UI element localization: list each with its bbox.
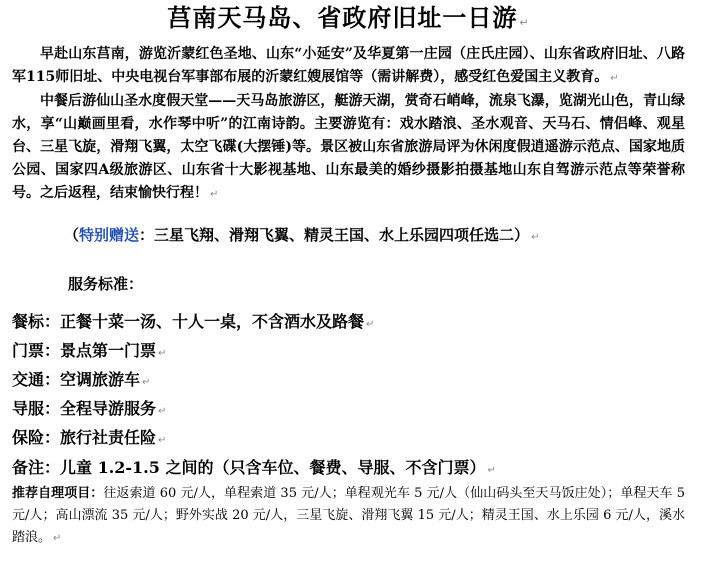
special-gift-content: 三星飞翔、滑翔飞翼、精灵王国、水上乐园四项任选二） xyxy=(154,226,530,244)
service-item-meal xyxy=(12,309,685,338)
recommended-extras xyxy=(12,483,685,550)
service-list xyxy=(12,309,685,454)
service-item-insurance xyxy=(12,425,685,454)
service-label: 餐标： xyxy=(12,312,61,331)
title-text: 莒南天马岛、省政府旧址一日游 xyxy=(167,3,518,32)
gift-open-paren: （ xyxy=(64,226,80,244)
recommended-extras-label: 推荐自理项目： xyxy=(12,486,104,501)
paragraph-mark-icon: ↵ xyxy=(366,319,375,330)
service-value: 景点第一门票 xyxy=(60,341,157,360)
intro-paragraph-text: 早赴山东莒南，游览沂蒙红色圣地、山东“小延安”及华夏第一庄园（庄氏庄园）、山东省政府旧址、八路军115师旧址、中央电视台军事部布展的沂蒙红嫂展馆等（需讲解费），感受红色爱国主义教育。 xyxy=(12,46,685,85)
special-gift-line xyxy=(12,224,685,249)
service-item-guide xyxy=(12,396,685,425)
children-note-text: 备注：儿童 1.2-1.5 之间的（只含车位、餐费、导服、不含门票） xyxy=(12,458,486,477)
paragraph-mark-icon: ↵ xyxy=(210,189,219,200)
afternoon-paragraph-text: 中餐后游仙山圣水度假天堂——天马岛旅游区，艇游天湖，赏奇石峭峰，流泉飞瀑，览湖光山色，青山绿水，享“山巅画里看，水作琴中听”的江南诗韵。主要游览有：戏水踏浪、圣水观音、天马石、情侣峰、观星台、三星飞旋，滑翔飞翼，太空飞碟(大摆锤)等。景区被山东省旅游局评为休闲度假逍遥游示范点、国家地质公园、国家四A级旅游区、山东省十大影视基地、山东最美的婚纱摄影拍摄基地山东自驾游示范点等荣誉称号。之后返程，结束愉快行程！ xyxy=(12,93,685,201)
service-value: 全程导游服务 xyxy=(60,399,157,418)
service-item-ticket xyxy=(12,338,685,367)
service-value: 正餐十菜一汤、十人一桌，不含酒水及路餐 xyxy=(60,312,365,331)
paragraph-mark-icon: ↵ xyxy=(53,533,62,544)
paragraph-mark-icon: ↵ xyxy=(610,73,619,84)
recommended-extras-content: 往返索道 60 元/人，单程索道 35 元/人；单程观光车 5 元/人（仙山码头至天马饭庄处）；单程天车 5 元/人；高山漂流 35 元/人；野外实战 20 元/人，三星飞旋、滑翔飞翼 15 元/人；精灵王国、水上乐园 6 元/人，溪水踏浪。 xyxy=(12,486,685,545)
paragraph-mark-icon: ↵ xyxy=(158,435,167,446)
children-note xyxy=(12,456,685,483)
service-value: 空调旅游车 xyxy=(60,370,141,389)
paragraph-mark-icon: ↵ xyxy=(158,406,167,417)
service-label: 门票： xyxy=(12,341,61,360)
service-item-transport xyxy=(12,367,685,396)
paragraph-mark-icon: ↵ xyxy=(519,16,530,29)
afternoon-paragraph xyxy=(12,90,685,206)
service-label: 保险： xyxy=(12,428,61,447)
intro-paragraph xyxy=(12,43,685,90)
service-label: 导服： xyxy=(12,399,61,418)
document-title xyxy=(12,2,685,39)
paragraph-mark-icon: ↵ xyxy=(158,348,167,359)
paragraph-mark-icon: ↵ xyxy=(531,232,540,243)
gift-separator: ： xyxy=(139,226,155,244)
service-standard-heading: 服务标准： xyxy=(68,275,144,293)
special-gift-label: 特别赠送 xyxy=(79,226,140,244)
paragraph-mark-icon: ↵ xyxy=(487,465,496,476)
service-label: 交通： xyxy=(12,370,61,389)
paragraph-mark-icon: ↵ xyxy=(142,377,151,388)
service-value: 旅行社责任险 xyxy=(60,428,157,447)
